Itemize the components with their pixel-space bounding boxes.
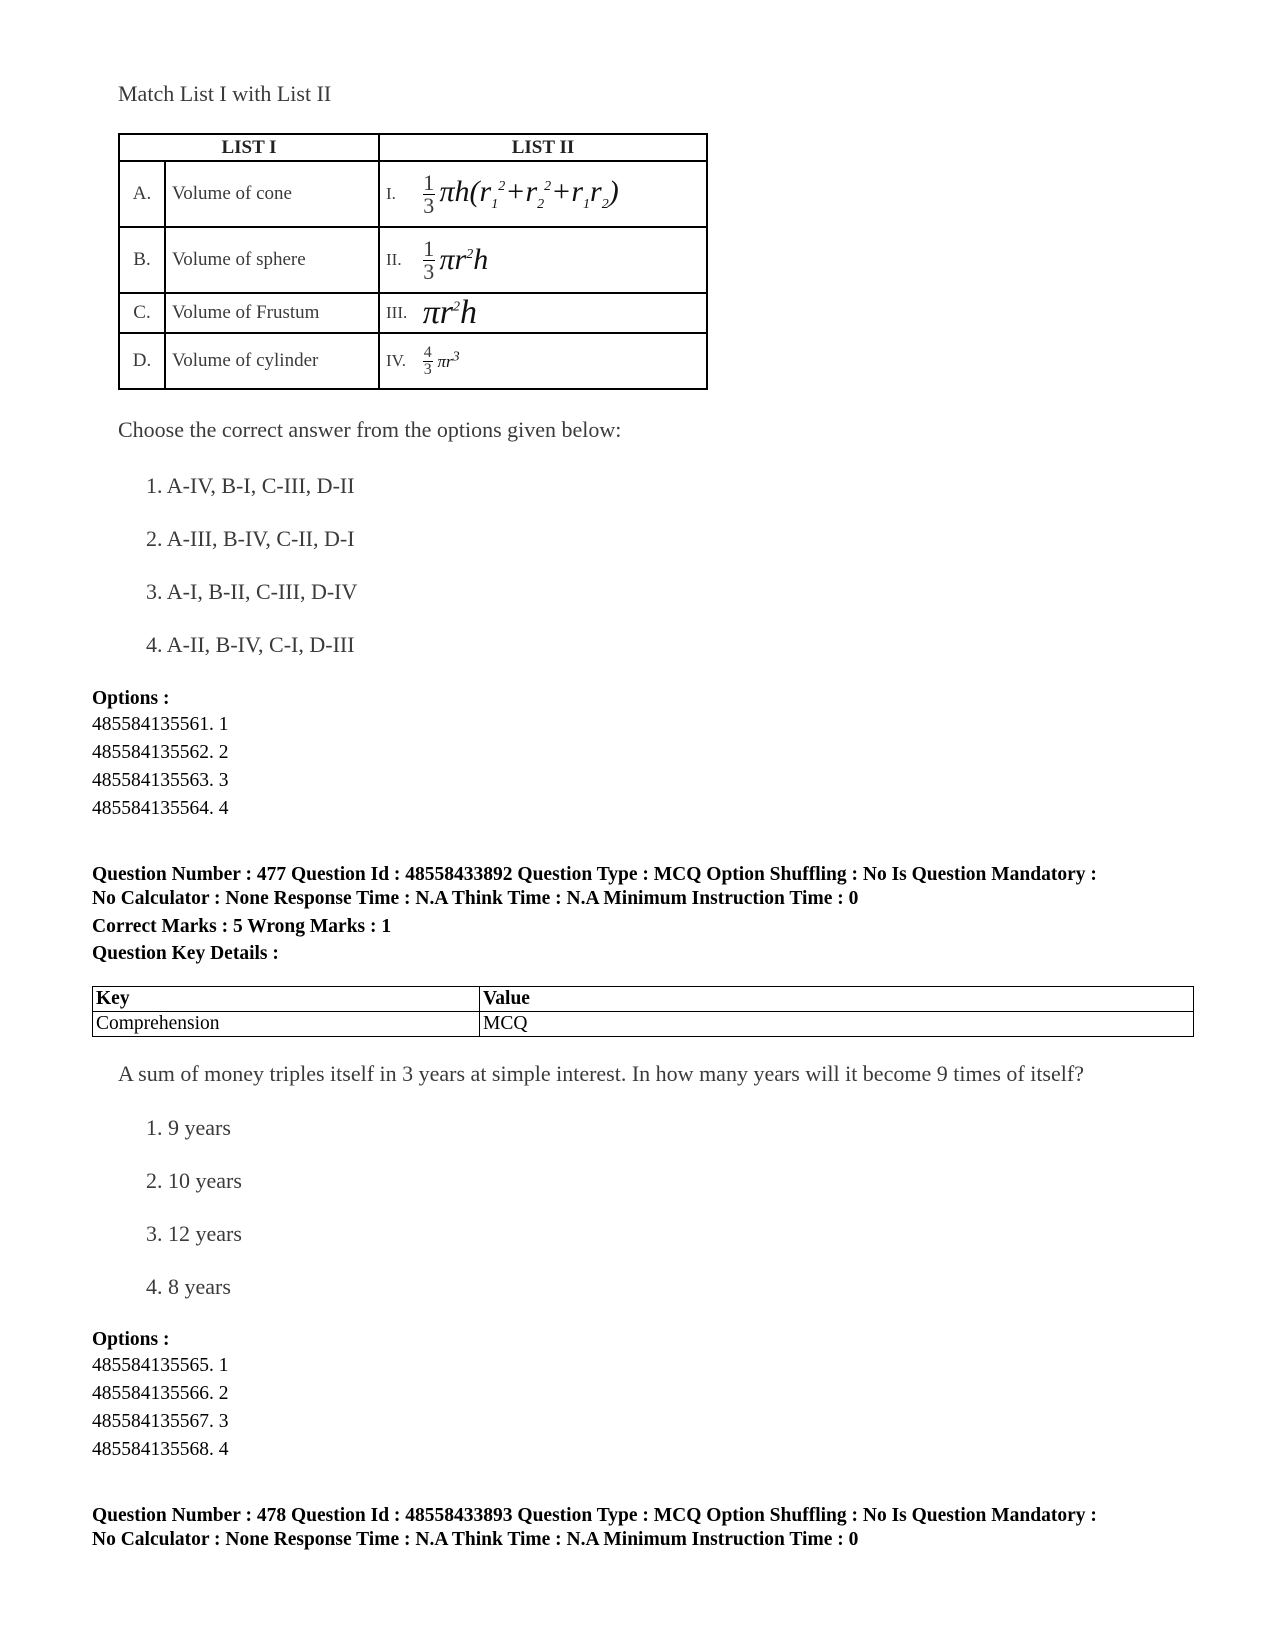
option-id: 485584135568. 4 [92,1439,229,1460]
question-meta-line2: No Calculator : None Response Time : N.A Think Time : N.A Minimum Instruction Time : 0 [92,888,859,909]
table-row [93,987,1194,1012]
choice-item: 2. 10 years [146,1168,242,1193]
list2-header: LIST II [379,134,707,161]
match-row [119,333,707,389]
match-instruction: Match List I with List II [118,81,332,106]
option-id: 485584135563. 3 [92,770,229,791]
question-text: A sum of money triples itself in 3 years at simple interest. In how many years will it become 9 times of itself? [118,1061,1084,1086]
option-id: 485584135565. 1 [92,1355,229,1376]
formula-cell [379,161,707,227]
question-meta-line1: Question Number : 478 Question Id : 48558433893 Question Type : MCQ Option Shuffling : No Is Question Mandatory : [92,1505,1097,1526]
options-label: Options : [92,688,170,709]
value-cell: MCQ [480,1012,1194,1037]
formula-cell [379,333,707,389]
frustum-formula: $\pi h(r_1^2+r_2^2+r_1r_2)$ [439,175,619,212]
row-letter: A. [119,161,165,227]
option-id: 485584135562. 2 [92,742,229,763]
match-row [119,161,707,227]
choice-item: 1. 9 years [146,1115,231,1140]
choice-item: 2. A-III, B-IV, C-II, D-I [146,526,355,551]
value-header: Value [480,987,1194,1012]
cylinder-formula: $\pi r^2h$ [422,294,478,331]
choose-instruction: Choose the correct answer from the options given below: [118,417,622,442]
fraction: $\frac{4}{3}$ [423,343,432,378]
fraction: $\frac{1}{3}$ [423,169,435,218]
key-details-table [92,986,1194,1037]
key-details-label: Question Key Details : [92,943,279,964]
row-item: Volume of sphere [165,227,379,293]
choice-item: 3. 12 years [146,1221,242,1246]
table-row [93,1012,1194,1037]
marks-line: Correct Marks : 5 Wrong Marks : 1 [92,916,392,937]
row-letter: C. [119,293,165,333]
fraction: $\frac{1}{3}$ [423,235,435,284]
choice-item: 4. A-II, B-IV, C-I, D-III [146,632,355,657]
row-letter: D. [119,333,165,389]
choice-item: 4. 8 years [146,1274,231,1299]
match-row [119,293,707,333]
choice-item: 3. A-I, B-II, C-III, D-IV [146,579,358,604]
row-item: Volume of cylinder [165,333,379,389]
row-roman: II. [386,250,402,269]
row-item: Volume of Frustum [165,293,379,333]
choice-item: 1. A-IV, B-I, C-III, D-II [146,473,355,498]
row-item: Volume of cone [165,161,379,227]
cone-formula: $\pi r^2h$ [439,243,489,276]
key-header: Key [93,987,480,1012]
row-roman: I. [386,184,396,203]
match-row [119,227,707,293]
formula-cell [379,293,707,333]
question-meta-line1: Question Number : 477 Question Id : 48558433892 Question Type : MCQ Option Shuffling : No Is Question Mandatory : [92,864,1097,885]
list1-header: LIST I [119,134,379,161]
row-roman: III. [386,303,408,322]
formula-cell [379,227,707,293]
key-cell: Comprehension [93,1012,480,1037]
match-table [118,133,708,390]
question-meta-line2: No Calculator : None Response Time : N.A Think Time : N.A Minimum Instruction Time : 0 [92,1529,859,1550]
options-label: Options : [92,1329,170,1350]
option-id: 485584135564. 4 [92,798,229,819]
row-roman: IV. [386,351,406,370]
option-id: 485584135567. 3 [92,1411,229,1432]
option-id: 485584135561. 1 [92,714,229,735]
row-letter: B. [119,227,165,293]
option-id: 485584135566. 2 [92,1383,229,1404]
sphere-formula: $\pi r^3$ [437,349,460,372]
